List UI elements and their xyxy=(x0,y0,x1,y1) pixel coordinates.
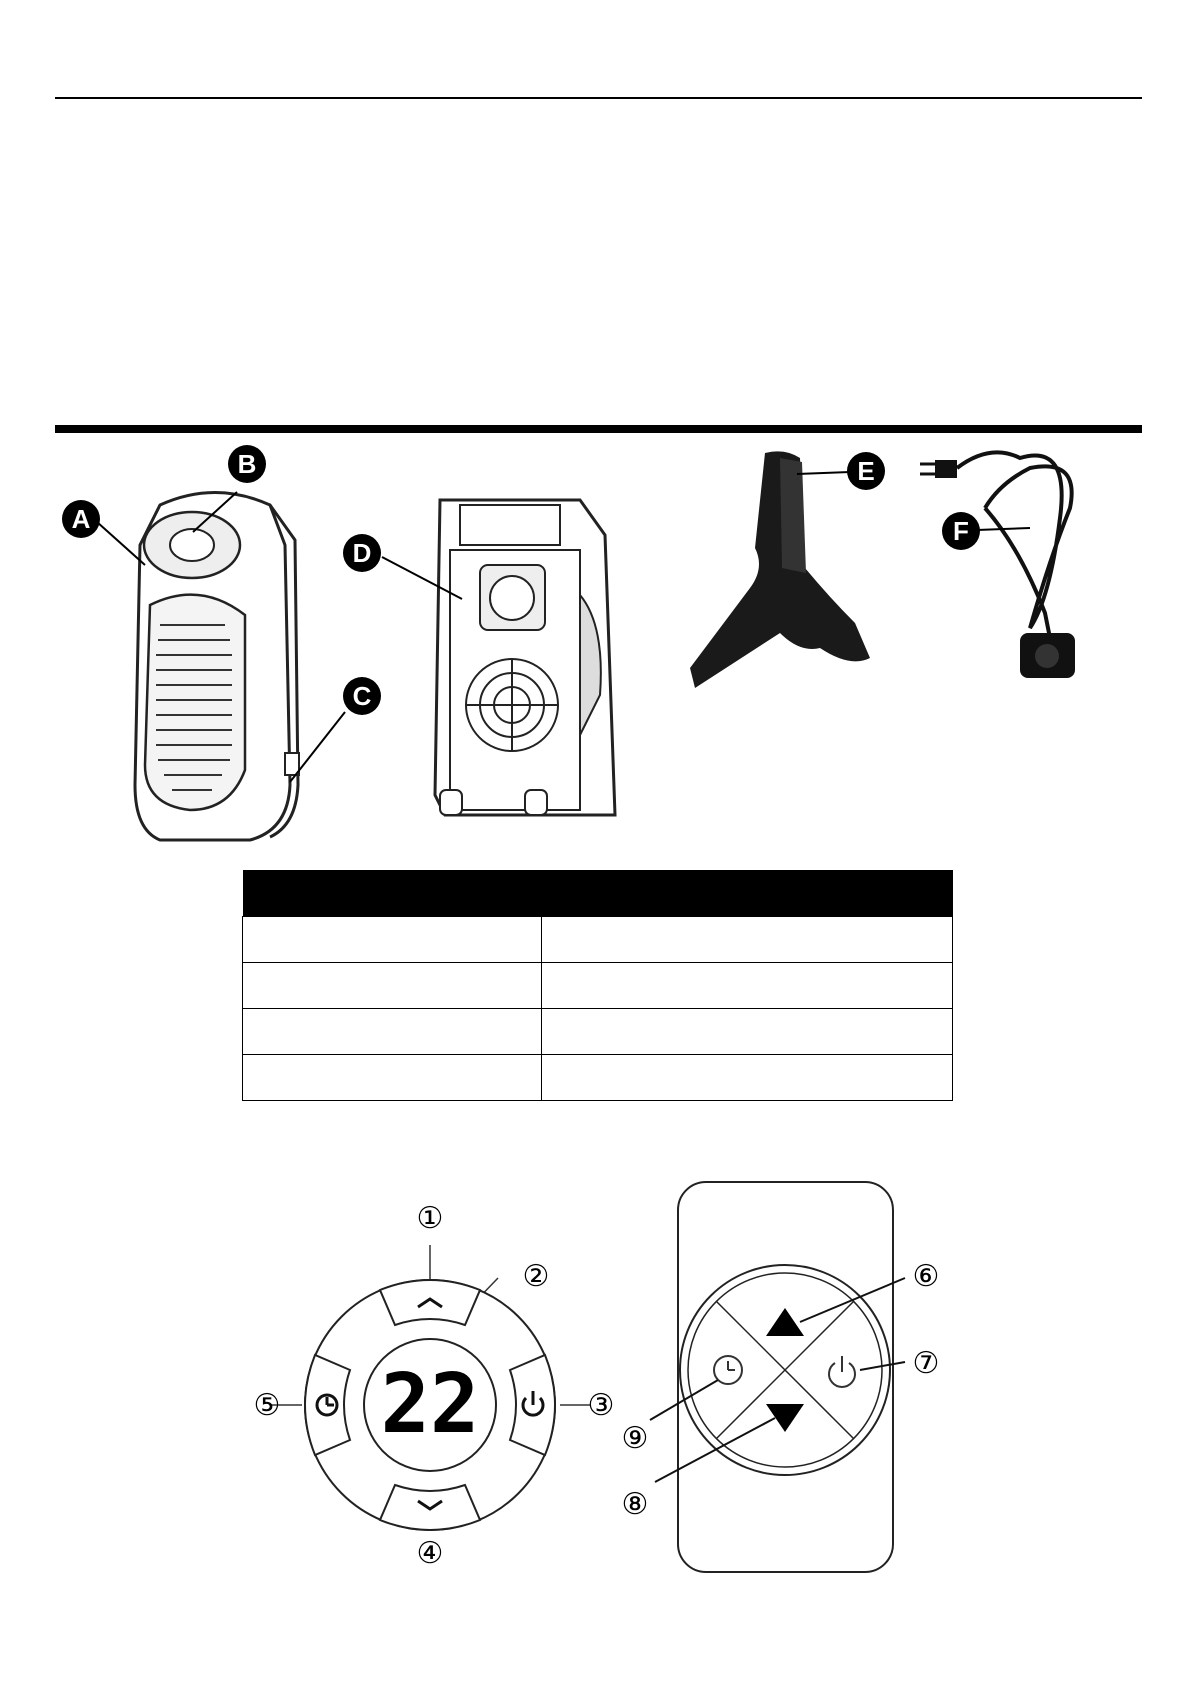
callout-e: E xyxy=(847,452,885,490)
label-3: ③ xyxy=(587,1389,615,1422)
label-4: ④ xyxy=(416,1537,444,1570)
callout-c-leader xyxy=(285,710,355,790)
section-rule xyxy=(55,425,1142,433)
display-value: 22 xyxy=(380,1357,480,1452)
callout-b: B xyxy=(228,445,266,483)
table-row xyxy=(243,1055,953,1101)
callout-b-leader xyxy=(185,490,245,540)
label-5: ⑤ xyxy=(253,1389,281,1422)
table-cell xyxy=(542,963,953,1009)
callout-f: F xyxy=(942,512,980,550)
label-6: ⑥ xyxy=(912,1260,940,1293)
callout-d-leader xyxy=(380,555,470,605)
callout-a: A xyxy=(62,500,100,538)
table-row xyxy=(243,963,953,1009)
extension-cord-illustration xyxy=(920,438,1120,688)
label-2: ② xyxy=(522,1260,550,1293)
label-8: ⑧ xyxy=(621,1488,649,1521)
table-cell xyxy=(243,917,542,963)
table-cell xyxy=(243,1055,542,1101)
table-cell xyxy=(542,1009,953,1055)
table-cell xyxy=(243,1009,542,1055)
label-9: ⑨ xyxy=(621,1422,649,1455)
stand-illustration xyxy=(690,448,930,698)
table-row xyxy=(243,917,953,963)
callout-a-leader xyxy=(95,520,155,570)
parts-table-header xyxy=(243,870,953,917)
table-cell xyxy=(243,963,542,1009)
label-7: ⑦ xyxy=(912,1347,940,1380)
table-cell xyxy=(542,917,953,963)
parts-table xyxy=(242,870,953,1101)
callout-e-leader xyxy=(795,462,855,482)
label-1: ① xyxy=(416,1202,444,1235)
callout-d: D xyxy=(343,534,381,572)
heater-back-illustration xyxy=(430,495,630,835)
callout-f-leader xyxy=(975,520,1035,540)
top-rule xyxy=(55,97,1142,99)
callout-c: C xyxy=(343,677,381,715)
table-row xyxy=(243,1009,953,1055)
table-cell xyxy=(542,1055,953,1101)
